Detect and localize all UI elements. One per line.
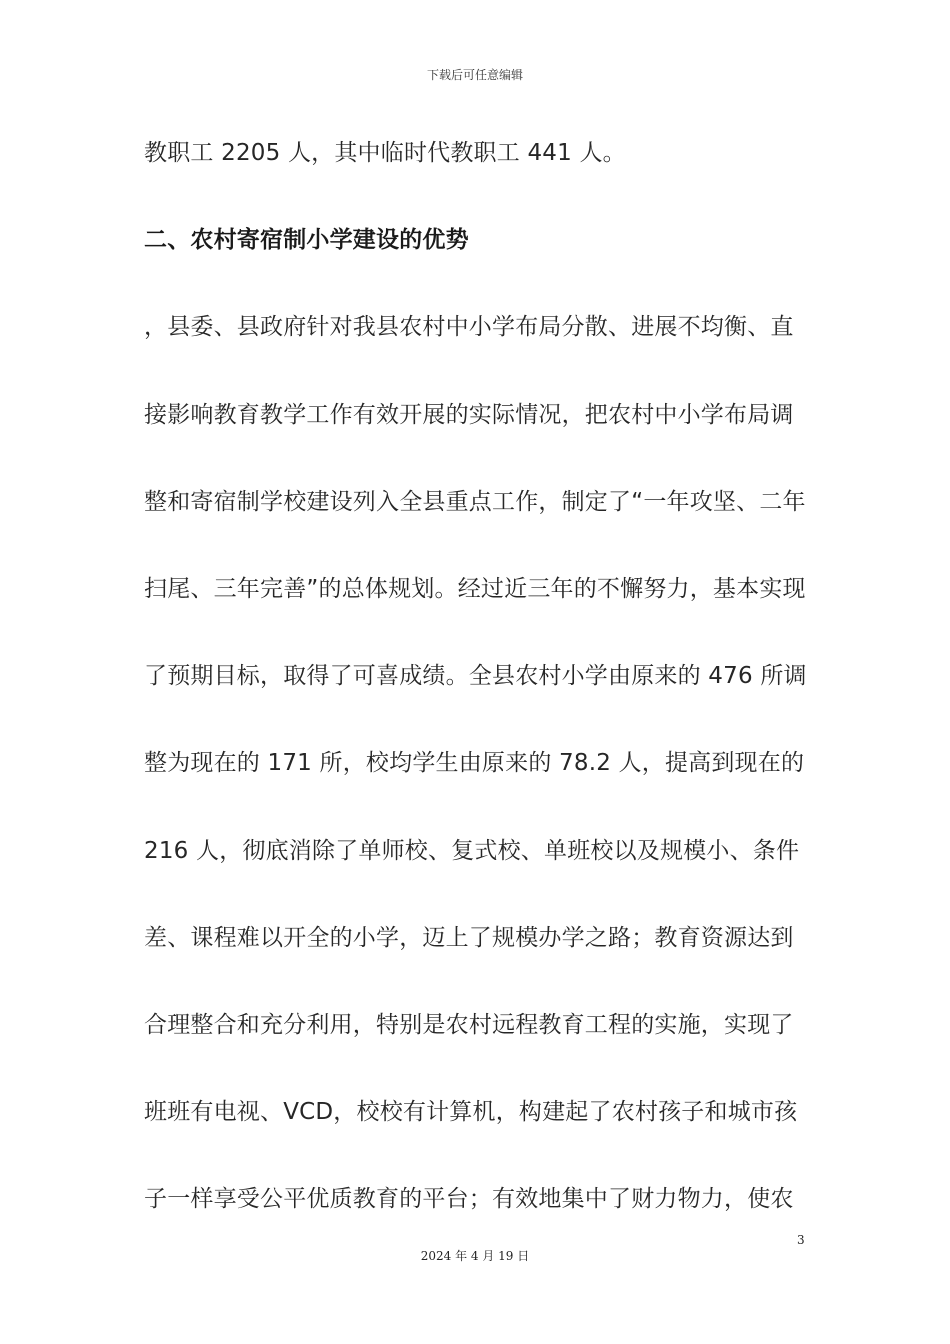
body-line: 班班有电视、VCD，校校有计算机，构建起了农村孩子和城市孩 xyxy=(144,1099,798,1126)
page-footer-date: 2024 年 4 月 19 日 xyxy=(420,1249,530,1263)
section-heading: 二、农村寄宿制小学建设的优势 xyxy=(144,227,469,254)
body-line: 扫尾、三年完善”的总体规划。经过近三年的不懈努力，基本实现 xyxy=(144,575,806,602)
body-line: 差、课程难以开全的小学，迈上了规模办学之路；教育资源达到 xyxy=(144,924,794,951)
page-number: 3 xyxy=(797,1233,805,1247)
body-line: 整和寄宿制学校建设列入全县重点工作，制定了“一年攻坚、二年 xyxy=(144,488,806,515)
body-line: 子一样享受公平优质教育的平台；有效地集中了财力物力，使农 xyxy=(144,1186,794,1213)
body-line: 了预期目标，取得了可喜成绩。全县农村小学由原来的 476 所调 xyxy=(144,663,807,690)
page-header: 下载后可任意编辑 xyxy=(426,68,523,82)
body-line: 教职工 2205 人，其中临时代教职工 441 人。 xyxy=(144,140,626,166)
document-body xyxy=(144,130,806,1263)
body-line: 接影响教育教学工作有效开展的实际情况，把农村中小学布局调 xyxy=(144,401,794,428)
body-line: 合理整合和充分利用，特别是农村远程教育工程的实施，实现了 xyxy=(144,1011,794,1038)
body-line: ，县委、县政府针对我县农村中小学布局分散、进展不均衡、直 xyxy=(144,314,794,341)
body-line: 216 人，彻底消除了单师校、复式校、单班校以及规模小、条件 xyxy=(144,837,800,864)
body-line: 整为现在的 171 所，校均学生由原来的 78.2 人，提高到现在的 xyxy=(144,750,805,777)
